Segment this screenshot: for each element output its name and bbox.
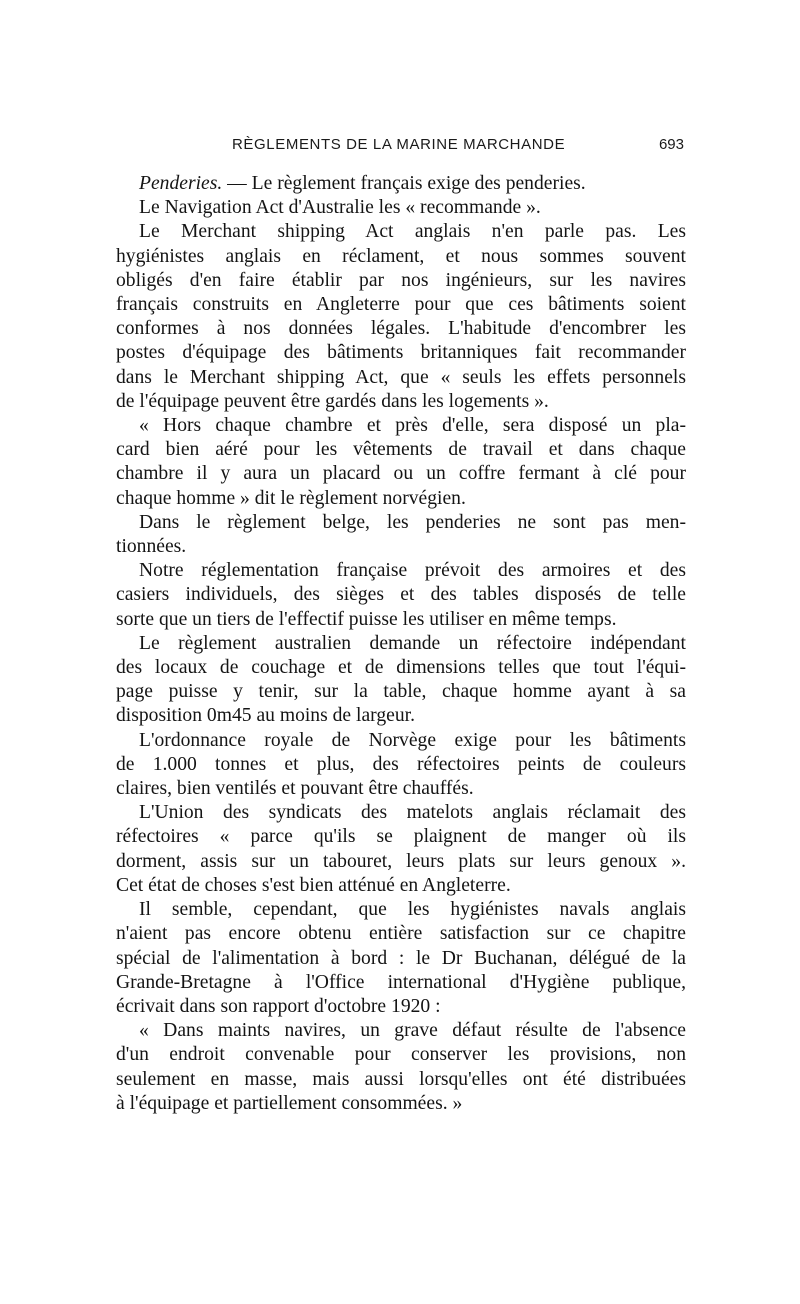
text-line: card bien aéré pour les vêtements de travail et dans chaque xyxy=(116,439,686,461)
paragraph xyxy=(116,220,686,414)
text-line: conformes à nos données légales. L'habitude d'encombrer les xyxy=(116,318,686,340)
text-line: Le Navigation Act d'Australie les « recommande ». xyxy=(139,197,541,219)
text-line: à l'équipage et partiellement consommées. » xyxy=(116,1092,463,1114)
text-line: « Hors chaque chambre et près d'elle, sera disposé un pla- xyxy=(139,415,686,437)
paragraph-penderies xyxy=(116,172,686,196)
text-line: Penderies. — Le règlement français exige des penderies. xyxy=(139,173,586,194)
paragraph xyxy=(116,1019,686,1116)
text-line: disposition 0m45 au moins de largeur. xyxy=(116,705,415,727)
paragraph xyxy=(116,559,686,632)
section-run-in-heading: Penderies. xyxy=(139,173,223,194)
text-line: claires, bien ventilés et pouvant être chauffés. xyxy=(116,778,474,800)
text-line: Il semble, cependant, que les hygiénistes navals anglais xyxy=(139,899,686,921)
paragraph xyxy=(116,196,686,220)
text-line: Le règlement australien demande un réfectoire indépendant xyxy=(139,632,686,654)
text-line: Notre réglementation française prévoit des armoires et des xyxy=(139,560,686,582)
paragraph xyxy=(116,729,686,802)
text-body xyxy=(116,172,686,1116)
text-line: L'ordonnance royale de Norvège exige pour les bâtiments xyxy=(139,729,686,751)
text-line: de l'équipage peuvent être gardés dans les logements ». xyxy=(116,390,549,412)
text-line: L'Union des syndicats des matelots anglais réclamait des xyxy=(139,802,686,824)
text-line: Cet état de choses s'est bien atténué en Angleterre. xyxy=(116,874,511,896)
text-line: postes d'équipage des bâtiments britanniques fait recommander xyxy=(116,342,686,364)
text-line: n'aient pas encore obtenu entière satisfaction sur ce chapitre xyxy=(116,923,686,945)
text-line: réfectoires « parce qu'ils se plaignent de manger où ils xyxy=(116,826,686,848)
text-line: « Dans maints navires, un grave défaut résulte de l'absence xyxy=(139,1020,686,1042)
paragraph xyxy=(116,898,686,1019)
text-line: page puisse y tenir, sur la table, chaque homme ayant à sa xyxy=(116,681,686,703)
text-line: spécial de l'alimentation à bord : le Dr Buchanan, délégué de la xyxy=(116,947,686,969)
text-line: d'un endroit convenable pour conserver les provisions, non xyxy=(116,1044,686,1066)
paragraph xyxy=(116,801,686,898)
running-title: RÈGLEMENTS DE LA MARINE MARCHANDE xyxy=(232,136,566,153)
text-line: chambre il y aura un placard ou un coffre fermant à clé pour xyxy=(116,463,686,485)
page-number: 693 xyxy=(658,136,684,153)
text-line: tionnées. xyxy=(116,536,187,558)
paragraph xyxy=(116,414,686,511)
text-line: français construits en Angleterre pour que ces bâtiments soient xyxy=(116,294,686,316)
text-line: de 1.000 tonnes et plus, des réfectoires peints de couleurs xyxy=(116,753,686,775)
text-line: hygiénistes anglais en réclament, et nous sommes souvent xyxy=(116,245,686,267)
text-line: Dans le règlement belge, les penderies ne sont pas men- xyxy=(139,511,686,533)
text-line: Grande-Bretagne à l'Office international d'Hygiène publique, xyxy=(116,971,686,993)
text-line: seulement en masse, mais aussi lorsqu'elles ont été distribuées xyxy=(116,1068,686,1090)
text-line: écrivait dans son rapport d'octobre 1920 : xyxy=(116,995,441,1017)
text-line: dorment, assis sur un tabouret, leurs plats sur leurs genoux ». xyxy=(116,850,686,872)
text-line: Le Merchant shipping Act anglais n'en parle pas. Les xyxy=(139,221,686,243)
paragraph xyxy=(116,511,686,559)
text-line: casiers individuels, des sièges et des tables disposés de telle xyxy=(116,584,686,606)
text-line: chaque homme » dit le règlement norvégien. xyxy=(116,487,466,509)
text-line: dans le Merchant shipping Act, que « seuls les effets personnels xyxy=(116,366,686,388)
text-line: obligés d'en faire établir par nos ingénieurs, sur les navires xyxy=(116,269,686,291)
text-line: sorte que un tiers de l'effectif puisse les utiliser en même temps. xyxy=(116,608,617,630)
text-line: des locaux de couchage et de dimensions telles que tout l'équi- xyxy=(116,657,686,679)
page-header xyxy=(116,136,686,160)
paragraph xyxy=(116,632,686,729)
